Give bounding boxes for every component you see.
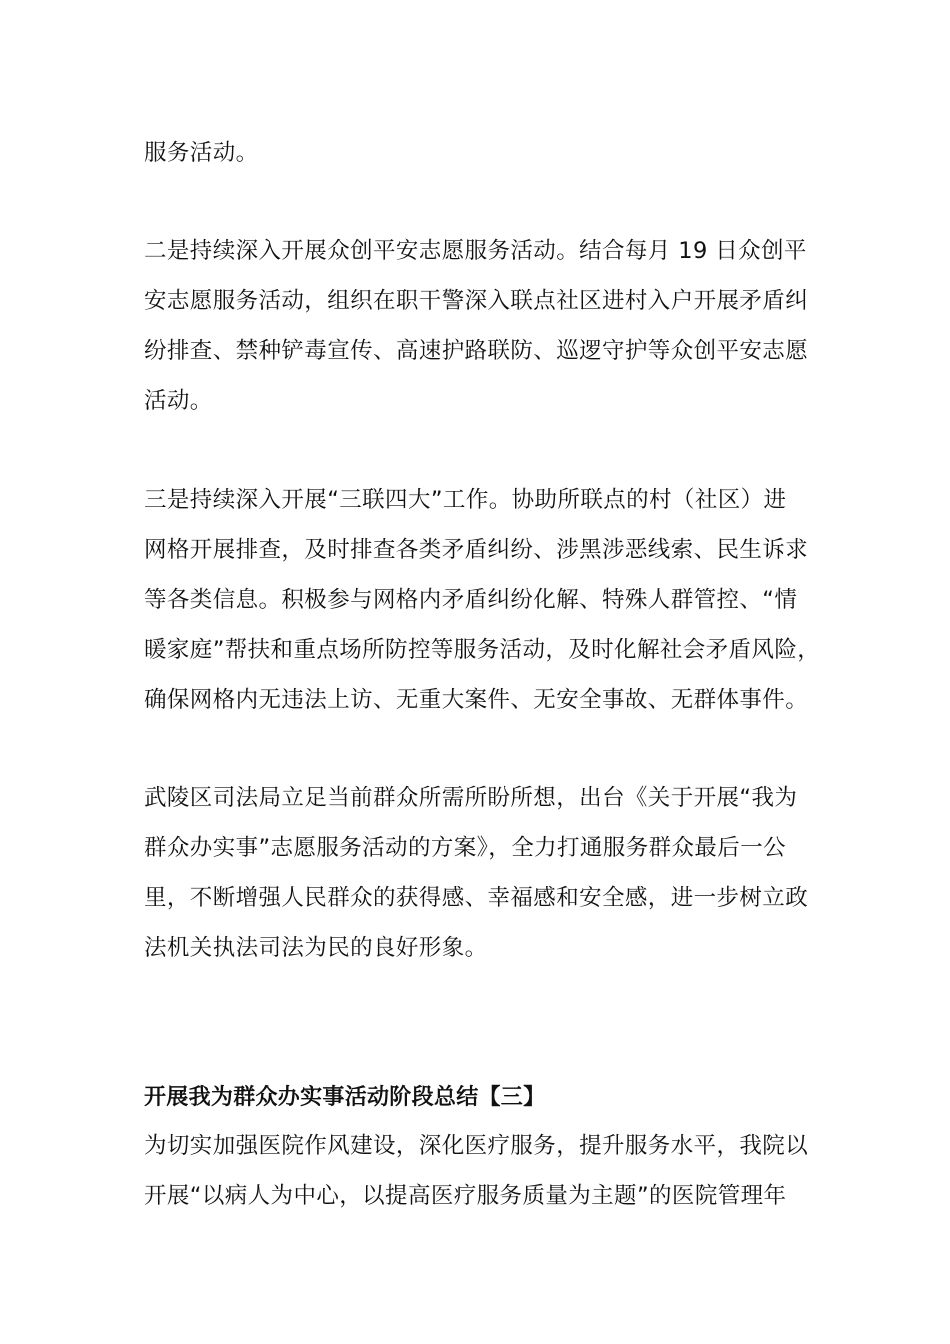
text-line: 确保网格内无违法上访、无重大案件、无安全事故、无群体事件。 xyxy=(144,687,809,713)
text-line: 为切实加强医院作风建设，深化医疗服务，提升服务水平，我院以 xyxy=(144,1133,809,1159)
text-line: 二是持续深入开展众创平安志愿服务活动。结合每月 19 日众创平 xyxy=(144,238,807,264)
paragraph-3 xyxy=(144,475,824,725)
text-line: 等各类信息。积极参与网格内矛盾纠纷化解、特殊人群管控、“情 xyxy=(144,587,798,613)
text-line: 活动。 xyxy=(144,388,213,414)
text-line: 暖家庭”帮扶和重点场所防控等服务活动，及时化解社会矛盾风险， xyxy=(144,637,821,663)
paragraph-1 xyxy=(144,128,824,178)
text-line: 三是持续深入开展“三联四大”工作。协助所联点的村（社区）进 xyxy=(144,487,787,513)
text-line: 群众办实事”志愿服务活动的方案》，全力打通服务群众最后一公 xyxy=(144,835,787,861)
text-line: 武陵区司法局立足当前群众所需所盼所想，出台《关于开展“我为 xyxy=(144,785,798,811)
text-line: 服务活动。 xyxy=(144,140,259,166)
text-line: 开展“以病人为中心，以提高医疗服务质量为主题”的医院管理年 xyxy=(144,1183,787,1209)
section-heading: 开展我为群众办实事活动阶段总结【三】 xyxy=(144,1085,546,1110)
paragraph-4 xyxy=(144,773,824,973)
text-line: 网格开展排查，及时排查各类矛盾纠纷、涉黑涉恶线索、民生诉求 xyxy=(144,537,809,563)
text-line: 纷排查、禁种铲毒宣传、高速护路联防、巡逻守护等众创平安志愿 xyxy=(144,338,809,364)
text-line: 里，不断增强人民群众的获得感、幸福感和安全感，进一步树立政 xyxy=(144,885,809,911)
text-line: 法机关执法司法为民的良好形象。 xyxy=(144,935,488,961)
paragraph-5 xyxy=(144,1121,824,1221)
text-line: 安志愿服务活动，组织在职干警深入联点社区进村入户开展矛盾纠 xyxy=(144,288,809,314)
paragraph-2 xyxy=(144,226,824,426)
